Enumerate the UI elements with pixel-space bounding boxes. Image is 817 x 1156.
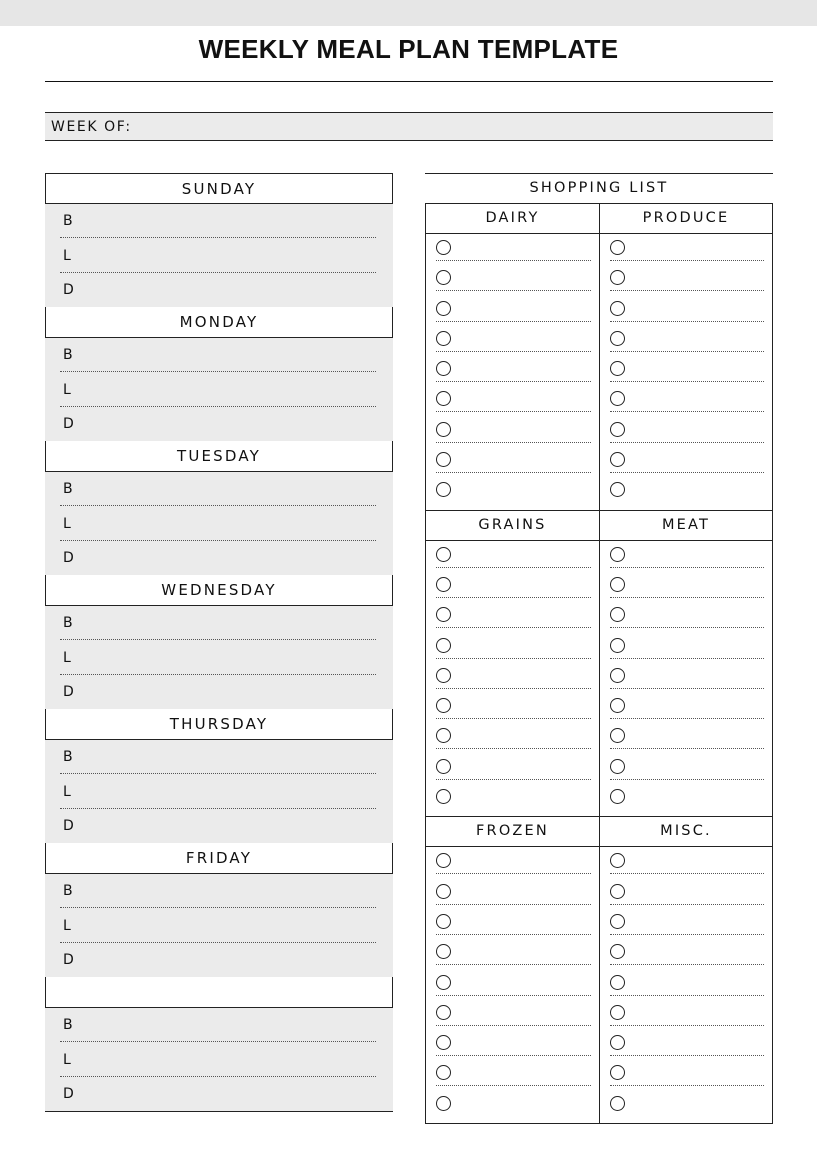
- checkbox-circle-icon[interactable]: [436, 944, 451, 959]
- dinner-label: D: [63, 952, 74, 968]
- checkbox-circle-icon[interactable]: [610, 301, 625, 316]
- days-column: [45, 173, 393, 1112]
- shopping-item[interactable]: [426, 881, 599, 911]
- dotted-line: [60, 942, 376, 943]
- day-meals[interactable]: [45, 874, 393, 977]
- checkbox-circle-icon[interactable]: [610, 638, 625, 653]
- category-column: [426, 204, 599, 510]
- checkbox-circle-icon[interactable]: [436, 482, 451, 497]
- dotted-line: [610, 964, 764, 965]
- dinner-label: D: [63, 282, 74, 298]
- dotted-line: [60, 773, 376, 774]
- dotted-line: [60, 237, 376, 238]
- lunch-label: L: [63, 918, 71, 934]
- dotted-line: [610, 1055, 764, 1056]
- checkbox-circle-icon[interactable]: [610, 270, 625, 285]
- category-header: MISC.: [600, 817, 772, 847]
- category-column: [426, 817, 599, 1123]
- dotted-line: [610, 658, 764, 659]
- dotted-line: [610, 442, 764, 443]
- day-meals[interactable]: [45, 204, 393, 307]
- category-header: DAIRY: [426, 204, 599, 234]
- dotted-line: [610, 321, 764, 322]
- shopping-item[interactable]: [426, 665, 599, 695]
- checkbox-circle-icon[interactable]: [436, 1005, 451, 1020]
- checkbox-circle-icon[interactable]: [436, 975, 451, 990]
- dotted-line: [60, 674, 376, 675]
- checkbox-circle-icon[interactable]: [610, 422, 625, 437]
- shopping-item[interactable]: [600, 544, 772, 574]
- dotted-line: [610, 381, 764, 382]
- checkbox-circle-icon[interactable]: [610, 547, 625, 562]
- category-header: PRODUCE: [600, 204, 772, 234]
- dotted-line: [60, 639, 376, 640]
- dotted-line: [610, 904, 764, 905]
- checkbox-circle-icon[interactable]: [436, 884, 451, 899]
- dotted-line: [610, 995, 764, 996]
- dotted-line: [610, 351, 764, 352]
- lunch-label: L: [63, 248, 71, 264]
- shopping-item[interactable]: [600, 479, 772, 509]
- checkbox-circle-icon[interactable]: [610, 1005, 625, 1020]
- checkbox-circle-icon[interactable]: [436, 422, 451, 437]
- shopping-item[interactable]: [426, 267, 599, 297]
- dotted-line: [60, 272, 376, 273]
- lunch-label: L: [63, 516, 71, 532]
- shopping-item[interactable]: [426, 850, 599, 880]
- day-header: SUNDAY: [45, 173, 393, 204]
- dotted-line: [436, 873, 591, 874]
- shopping-item[interactable]: [600, 881, 772, 911]
- dotted-line: [436, 904, 591, 905]
- shopping-item[interactable]: [426, 756, 599, 786]
- shopping-item[interactable]: [426, 725, 599, 755]
- shopping-item[interactable]: [426, 574, 599, 604]
- category-column: [599, 511, 772, 817]
- shopping-item[interactable]: [600, 695, 772, 725]
- checkbox-circle-icon[interactable]: [436, 668, 451, 683]
- dinner-label: D: [63, 416, 74, 432]
- shopping-item[interactable]: [600, 635, 772, 665]
- dotted-line: [436, 688, 591, 689]
- checkbox-circle-icon[interactable]: [436, 759, 451, 774]
- shopping-item[interactable]: [426, 479, 599, 509]
- dotted-line: [60, 540, 376, 541]
- shopping-item[interactable]: [600, 941, 772, 971]
- shopping-item[interactable]: [600, 237, 772, 267]
- dotted-line: [610, 627, 764, 628]
- dotted-line: [436, 934, 591, 935]
- lunch-label: L: [63, 1052, 71, 1068]
- dotted-line: [436, 1025, 591, 1026]
- checkbox-circle-icon[interactable]: [436, 1035, 451, 1050]
- dotted-line: [436, 472, 591, 473]
- shopping-item[interactable]: [426, 544, 599, 574]
- dotted-line: [610, 260, 764, 261]
- day-header: [45, 977, 393, 1008]
- dotted-line: [610, 567, 764, 568]
- checkbox-circle-icon[interactable]: [610, 452, 625, 467]
- category-column: [426, 511, 599, 817]
- checkbox-circle-icon[interactable]: [610, 391, 625, 406]
- checkbox-circle-icon[interactable]: [436, 361, 451, 376]
- days-bottom-rule: [45, 1111, 393, 1112]
- checkbox-circle-icon[interactable]: [610, 1065, 625, 1080]
- shopping-item[interactable]: [600, 298, 772, 328]
- checkbox-circle-icon[interactable]: [610, 853, 625, 868]
- shopping-item[interactable]: [600, 358, 772, 388]
- lunch-label: L: [63, 382, 71, 398]
- category-header: FROZEN: [426, 817, 599, 847]
- checkbox-circle-icon[interactable]: [436, 914, 451, 929]
- shopping-item[interactable]: [426, 1093, 599, 1123]
- day-meals[interactable]: [45, 472, 393, 575]
- dinner-label: D: [63, 684, 74, 700]
- shopping-item[interactable]: [426, 298, 599, 328]
- shopping-item[interactable]: [426, 695, 599, 725]
- shopping-item[interactable]: [426, 635, 599, 665]
- day-meals[interactable]: [45, 606, 393, 709]
- top-bar: [0, 0, 817, 26]
- checkbox-circle-icon[interactable]: [436, 391, 451, 406]
- checkbox-circle-icon[interactable]: [436, 789, 451, 804]
- day-meals[interactable]: [45, 1008, 393, 1111]
- dotted-line: [60, 808, 376, 809]
- shopping-item[interactable]: [600, 850, 772, 880]
- shopping-item[interactable]: [600, 1002, 772, 1032]
- shopping-item[interactable]: [426, 358, 599, 388]
- dotted-line: [610, 718, 764, 719]
- shopping-item[interactable]: [426, 1002, 599, 1032]
- checkbox-circle-icon[interactable]: [610, 698, 625, 713]
- checkbox-circle-icon[interactable]: [436, 698, 451, 713]
- shopping-item[interactable]: [426, 941, 599, 971]
- checkbox-circle-icon[interactable]: [610, 944, 625, 959]
- shopping-item[interactable]: [600, 1062, 772, 1092]
- lunch-label: L: [63, 784, 71, 800]
- shopping-item[interactable]: [426, 388, 599, 418]
- dotted-line: [436, 381, 591, 382]
- category-row: [426, 816, 772, 1123]
- dotted-line: [436, 718, 591, 719]
- checkbox-circle-icon[interactable]: [610, 884, 625, 899]
- dotted-line: [60, 406, 376, 407]
- shopping-list: [425, 173, 773, 1124]
- shopping-item[interactable]: [600, 419, 772, 449]
- week-of-field[interactable]: [45, 112, 773, 141]
- breakfast-label: B: [63, 347, 73, 363]
- category-column: [599, 817, 772, 1123]
- dotted-line: [436, 779, 591, 780]
- shopping-item[interactable]: [600, 1032, 772, 1062]
- checkbox-circle-icon[interactable]: [610, 607, 625, 622]
- dotted-line: [610, 873, 764, 874]
- category-row: [426, 510, 772, 817]
- day-header: TUESDAY: [45, 441, 393, 472]
- checkbox-circle-icon[interactable]: [610, 577, 625, 592]
- shopping-grid: [425, 203, 773, 1124]
- shopping-item[interactable]: [426, 604, 599, 634]
- dotted-line: [610, 1025, 764, 1026]
- checkbox-circle-icon[interactable]: [436, 638, 451, 653]
- shopping-item[interactable]: [600, 1093, 772, 1123]
- dinner-label: D: [63, 818, 74, 834]
- shopping-item[interactable]: [600, 725, 772, 755]
- dotted-line: [436, 658, 591, 659]
- day-header: THURSDAY: [45, 709, 393, 740]
- shopping-item[interactable]: [600, 388, 772, 418]
- title-divider: [45, 81, 773, 82]
- checkbox-circle-icon[interactable]: [436, 728, 451, 743]
- shopping-item[interactable]: [426, 449, 599, 479]
- breakfast-label: B: [63, 1017, 73, 1033]
- dotted-line: [610, 472, 764, 473]
- checkbox-circle-icon[interactable]: [610, 975, 625, 990]
- dotted-line: [610, 290, 764, 291]
- breakfast-label: B: [63, 615, 73, 631]
- day-header: FRIDAY: [45, 843, 393, 874]
- shopping-item[interactable]: [600, 665, 772, 695]
- dotted-line: [610, 748, 764, 749]
- dotted-line: [436, 290, 591, 291]
- dotted-line: [610, 411, 764, 412]
- dotted-line: [436, 1085, 591, 1086]
- category-column: [599, 204, 772, 510]
- checkbox-circle-icon[interactable]: [436, 331, 451, 346]
- shopping-list-title: SHOPPING LIST: [425, 173, 773, 203]
- breakfast-label: B: [63, 213, 73, 229]
- breakfast-label: B: [63, 883, 73, 899]
- breakfast-label: B: [63, 481, 73, 497]
- checkbox-circle-icon[interactable]: [436, 452, 451, 467]
- breakfast-label: B: [63, 749, 73, 765]
- checkbox-circle-icon[interactable]: [610, 914, 625, 929]
- shopping-item[interactable]: [600, 267, 772, 297]
- dotted-line: [436, 748, 591, 749]
- checkbox-circle-icon[interactable]: [610, 789, 625, 804]
- category-header: MEAT: [600, 511, 772, 541]
- shopping-item[interactable]: [426, 1032, 599, 1062]
- checkbox-circle-icon[interactable]: [610, 482, 625, 497]
- shopping-item[interactable]: [600, 756, 772, 786]
- checkbox-circle-icon[interactable]: [610, 361, 625, 376]
- checkbox-circle-icon[interactable]: [610, 240, 625, 255]
- dotted-line: [60, 371, 376, 372]
- dotted-line: [436, 567, 591, 568]
- checkbox-circle-icon[interactable]: [610, 668, 625, 683]
- dotted-line: [436, 411, 591, 412]
- lunch-label: L: [63, 650, 71, 666]
- category-row: [426, 204, 772, 510]
- category-header: GRAINS: [426, 511, 599, 541]
- dotted-line: [60, 505, 376, 506]
- shopping-item[interactable]: [426, 786, 599, 816]
- week-of-label: WEEK OF:: [51, 119, 132, 135]
- dotted-line: [610, 688, 764, 689]
- checkbox-circle-icon[interactable]: [610, 728, 625, 743]
- shopping-item[interactable]: [600, 786, 772, 816]
- checkbox-circle-icon[interactable]: [436, 1096, 451, 1111]
- day-header: MONDAY: [45, 307, 393, 338]
- shopping-item[interactable]: [600, 574, 772, 604]
- dotted-line: [60, 1041, 376, 1042]
- checkbox-circle-icon[interactable]: [610, 1035, 625, 1050]
- dinner-label: D: [63, 1086, 74, 1102]
- dinner-label: D: [63, 550, 74, 566]
- dotted-line: [610, 597, 764, 598]
- shopping-item[interactable]: [426, 1062, 599, 1092]
- shopping-item[interactable]: [600, 911, 772, 941]
- day-meals[interactable]: [45, 338, 393, 441]
- day-header: WEDNESDAY: [45, 575, 393, 606]
- dotted-line: [436, 260, 591, 261]
- shopping-item[interactable]: [426, 419, 599, 449]
- checkbox-circle-icon[interactable]: [436, 853, 451, 868]
- dotted-line: [436, 627, 591, 628]
- checkbox-circle-icon[interactable]: [610, 759, 625, 774]
- checkbox-circle-icon[interactable]: [436, 270, 451, 285]
- dotted-line: [436, 321, 591, 322]
- shopping-item[interactable]: [426, 911, 599, 941]
- checkbox-circle-icon[interactable]: [436, 607, 451, 622]
- checkbox-circle-icon[interactable]: [610, 331, 625, 346]
- checkbox-circle-icon[interactable]: [436, 1065, 451, 1080]
- dotted-line: [436, 995, 591, 996]
- dotted-line: [60, 907, 376, 908]
- dotted-line: [610, 934, 764, 935]
- dotted-line: [436, 1055, 591, 1056]
- dotted-line: [436, 351, 591, 352]
- shopping-item[interactable]: [600, 972, 772, 1002]
- day-meals[interactable]: [45, 740, 393, 843]
- page-title: WEEKLY MEAL PLAN TEMPLATE: [198, 34, 619, 64]
- checkbox-circle-icon[interactable]: [436, 301, 451, 316]
- shopping-item[interactable]: [426, 328, 599, 358]
- dotted-line: [436, 442, 591, 443]
- shopping-item[interactable]: [600, 328, 772, 358]
- dotted-line: [610, 779, 764, 780]
- dotted-line: [610, 1085, 764, 1086]
- dotted-line: [436, 964, 591, 965]
- shopping-item[interactable]: [426, 972, 599, 1002]
- shopping-item[interactable]: [600, 449, 772, 479]
- checkbox-circle-icon[interactable]: [436, 240, 451, 255]
- dotted-line: [436, 597, 591, 598]
- checkbox-circle-icon[interactable]: [436, 547, 451, 562]
- dotted-line: [60, 1076, 376, 1077]
- shopping-item[interactable]: [426, 237, 599, 267]
- checkbox-circle-icon[interactable]: [436, 577, 451, 592]
- shopping-item[interactable]: [600, 604, 772, 634]
- checkbox-circle-icon[interactable]: [610, 1096, 625, 1111]
